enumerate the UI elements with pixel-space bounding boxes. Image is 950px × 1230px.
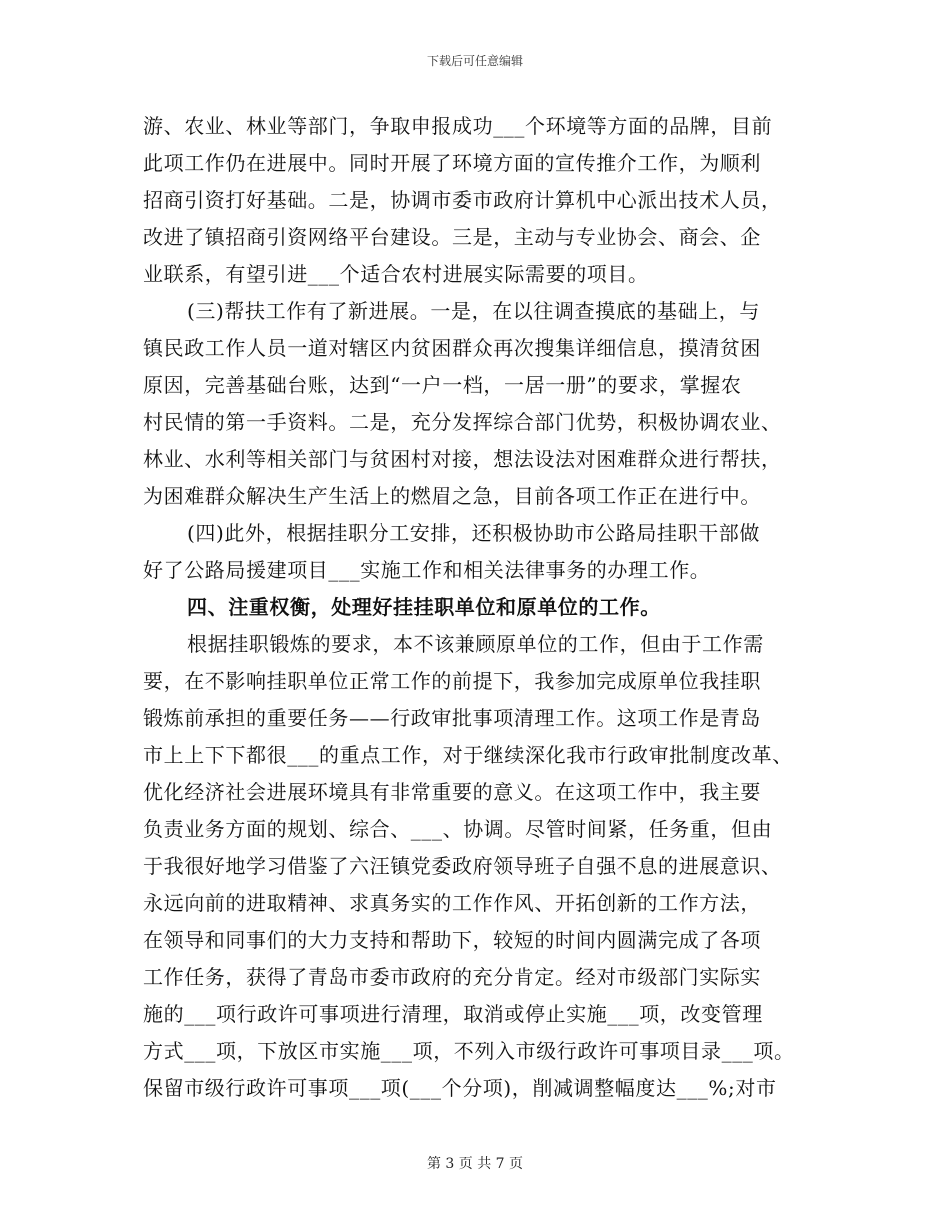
text-line: 于我很好地学习借鉴了六汪镇党委政府领导班子自强不息的进展意识、 — [143, 854, 782, 878]
text-line: 为困难群众解决生产生活上的燃眉之急，目前各项工作正在进行中。 — [143, 484, 761, 508]
text-line: 负责业务方面的规划、综合、___、协调。尽管时间紧，任务重，但由 — [143, 817, 773, 841]
text-line: (四)此外，根据挂职分工安排，还积极协助市公路局挂职干部做 — [187, 521, 761, 545]
page-header: 下载后可任意编辑 — [426, 54, 523, 68]
text-line: 根据挂职锻炼的要求，本不该兼顾原单位的工作，但由于工作需 — [187, 632, 764, 656]
text-line: 在领导和同事们的大力支持和帮助下，较短的时间内圆满完成了各项 — [143, 928, 761, 952]
text-line: 保留市级行政许可事项___项(___个分项)，削减调整幅度达___%;对市 — [143, 1076, 777, 1100]
text-line: 好了公路局援建项目___实施工作和相关法律事务的办理工作。 — [143, 558, 711, 582]
text-line: 业联系，有望引进___个适合农村进展实际需要的项目。 — [143, 262, 649, 286]
text-line: 锻炼前承担的重要任务——行政审批事项清理工作。这项工作是青岛 — [143, 706, 761, 730]
text-line: (三)帮扶工作有了新进展。一是，在以往调查摸底的基础上，与 — [187, 299, 761, 323]
text-line: 招商引资打好基础。二是，协调市委市政府计算机中心派出技术人员， — [143, 188, 782, 212]
text-line: 此项工作仍在进展中。同时开展了环境方面的宣传推介工作，为顺利 — [143, 151, 761, 175]
section-heading: 四、注重权衡，处理好挂挂职单位和原单位的工作。 — [187, 595, 661, 619]
text-line: 要，在不影响挂职单位正常工作的前提下，我参加完成原单位我挂职 — [143, 669, 761, 693]
text-line: 改进了镇招商引资网络平台建设。三是，主动与专业协会、商会、企 — [143, 225, 761, 249]
page-footer: 第 3 页 共 7 页 — [426, 1156, 524, 1172]
text-line: 游、农业、林业等部门，争取申报成功___个环境等方面的品牌，目前 — [143, 114, 773, 138]
text-line: 施的___项行政许可事项进行清理，取消或停止实施___项，改变管理 — [143, 1002, 763, 1026]
text-line: 村民情的第一手资料。二是，充分发挥综合部门优势，积极协调农业、 — [143, 410, 782, 434]
text-line: 镇民政工作人员一道对辖区内贫困群众再次搜集详细信息，摸清贫困 — [143, 336, 761, 360]
text-line: 原因，完善基础台账，达到“一户一档，一居一册”的要求，掌握农 — [143, 373, 742, 397]
document-body — [143, 108, 815, 1107]
text-line: 优化经济社会进展环境具有非常重要的意义。在这项工作中，我主要 — [143, 780, 761, 804]
text-line: 工作任务，获得了青岛市委市政府的充分肯定。经对市级部门实际实 — [143, 965, 761, 989]
text-line: 方式___项，下放区市实施___项，不列入市级行政许可事项目录___项。 — [143, 1039, 795, 1063]
text-line: 林业、水利等相关部门与贫困村对接，想法设法对困难群众进行帮扶， — [143, 447, 782, 471]
text-line: 永远向前的进取精神、求真务实的工作作风、开拓创新的工作方法， — [143, 891, 761, 915]
text-line: 市上上下下都很___的重点工作，对于继续深化我市行政审批制度改革、 — [143, 743, 793, 767]
